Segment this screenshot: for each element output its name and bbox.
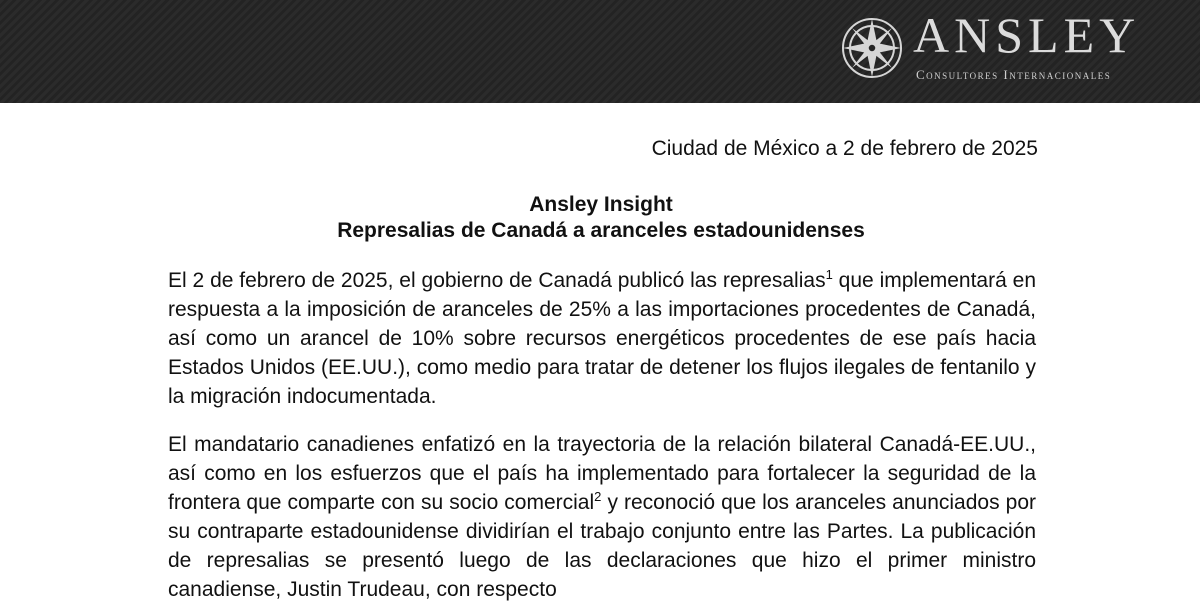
page-header [0, 0, 1200, 103]
footnote-ref-1[interactable]: 1 [825, 267, 833, 282]
paragraph-1-text-b: que implementará en respuesta a la imposición de aranceles de 25% a las importaciones procedentes de Canadá, así como un arancel de 10% sobre recursos energéticos procedentes de ese país hacia Estados Unidos (EE.UU.), como medio para tratar de detener los flujos ilegales de fentanilo y la migración indocumentada. [168, 269, 1037, 408]
title-line-2: Represalias de Canadá a aranceles estadounidenses [337, 219, 865, 242]
paragraph-1 [168, 266, 1036, 411]
paragraph-2-text-a: El mandatario canadienes enfatizó en la trayectoria de la relación bilateral Canadá-EE.UU., así como en los esfuerzos que el país ha implementado para fortalecer la seguridad de la frontera que comparte con su socio comercial [168, 433, 1036, 514]
footnote-ref-2[interactable]: 2 [594, 489, 602, 504]
compass-star-icon [840, 16, 904, 80]
document-title [168, 192, 1034, 244]
paragraph-2 [168, 430, 1036, 604]
brand-subtitle: Consultores Internacionales [916, 67, 1112, 82]
paragraph-1-text-a: El 2 de febrero de 2025, el gobierno de Canadá publicó las represalias [168, 269, 826, 292]
date-line: Ciudad de México a 2 de febrero de 2025 [651, 137, 1038, 160]
title-line-1: Ansley Insight [529, 193, 673, 216]
brand-name: ANSLEY [913, 7, 1141, 63]
paragraph-2-text-b: y reconoció que los aranceles anunciados por su contraparte estadounidense dividirían el trabajo conjunto entre las Partes. La publicación de represalias se presentó luego de las declaraciones que hizo el primer ministro canadiense, Justin Trudeau, con respecto [168, 491, 1036, 601]
